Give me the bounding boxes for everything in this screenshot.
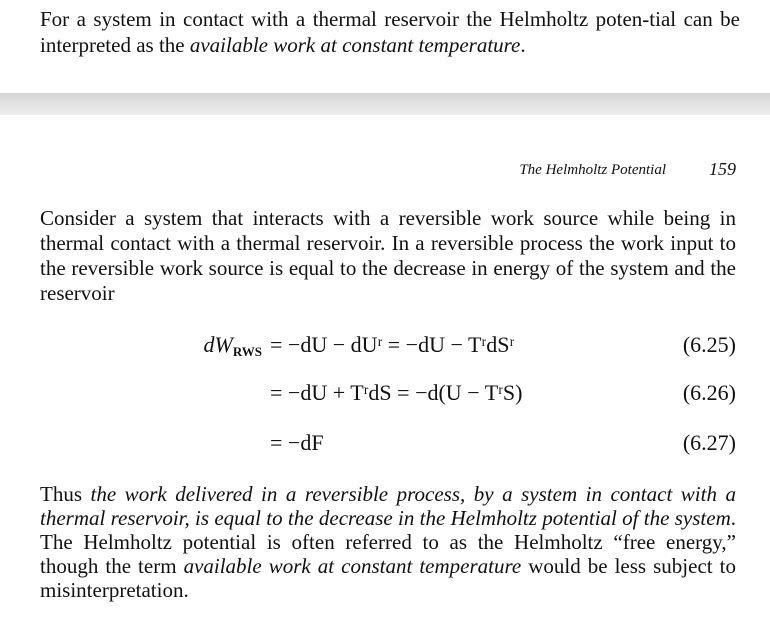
paragraph-1: Consider a system that interacts with a reversible work source while being in thermal contact with a thermal reservoir. In a reversible process the work input to the reversible work source is equal to the decrease in energy of the system and the reservoir bbox=[40, 206, 736, 305]
running-head-title: The Helmholtz Potential bbox=[519, 162, 666, 178]
paragraph-2-italic-2: available work at constant temperature bbox=[183, 554, 522, 578]
equation-6-27 bbox=[0, 428, 770, 460]
running-head bbox=[40, 158, 736, 180]
equation-body: = −dU − dUʳ = −dU − TʳdSʳ bbox=[270, 332, 515, 357]
equation-number: (6.25) bbox=[682, 332, 736, 357]
equation-number: (6.27) bbox=[682, 430, 736, 455]
paragraph-2 bbox=[40, 482, 736, 602]
previous-text-end: . bbox=[520, 33, 526, 57]
equation-number: (6.26) bbox=[682, 380, 736, 405]
paragraph-2-italic: the work delivered in a reversible process, by a system in contact with a thermal reservoir, is equal to the decrease in the Helmholtz potential of the system bbox=[40, 482, 736, 530]
equation-6-26 bbox=[0, 378, 770, 410]
previous-page-text bbox=[40, 6, 740, 58]
equation-body: = −dU + TʳdS = −d(U − TʳS) bbox=[270, 380, 523, 405]
equation-lhs: $dW_{RWS}$ bbox=[203, 332, 262, 359]
paragraph-2-lead: Thus bbox=[40, 482, 91, 506]
page-number: 159 bbox=[709, 159, 736, 179]
previous-text-start: For a system in contact with a thermal reservoir the Helmholtz poten-tial can be interpreted as the bbox=[40, 7, 740, 57]
equation-6-25 bbox=[0, 330, 770, 362]
paragraph-2-middle: . The Helmholtz potential is often referred to as the Helmholtz “free energy,” though the term bbox=[40, 506, 736, 578]
previous-text-italic: available work at constant temperature bbox=[189, 33, 521, 57]
equation-body: = −dF bbox=[270, 430, 324, 455]
paragraph-2-tail: would be less subject to misinterpretation. bbox=[40, 554, 736, 602]
page-separator bbox=[0, 93, 770, 115]
previous-page-fragment bbox=[0, 0, 770, 93]
